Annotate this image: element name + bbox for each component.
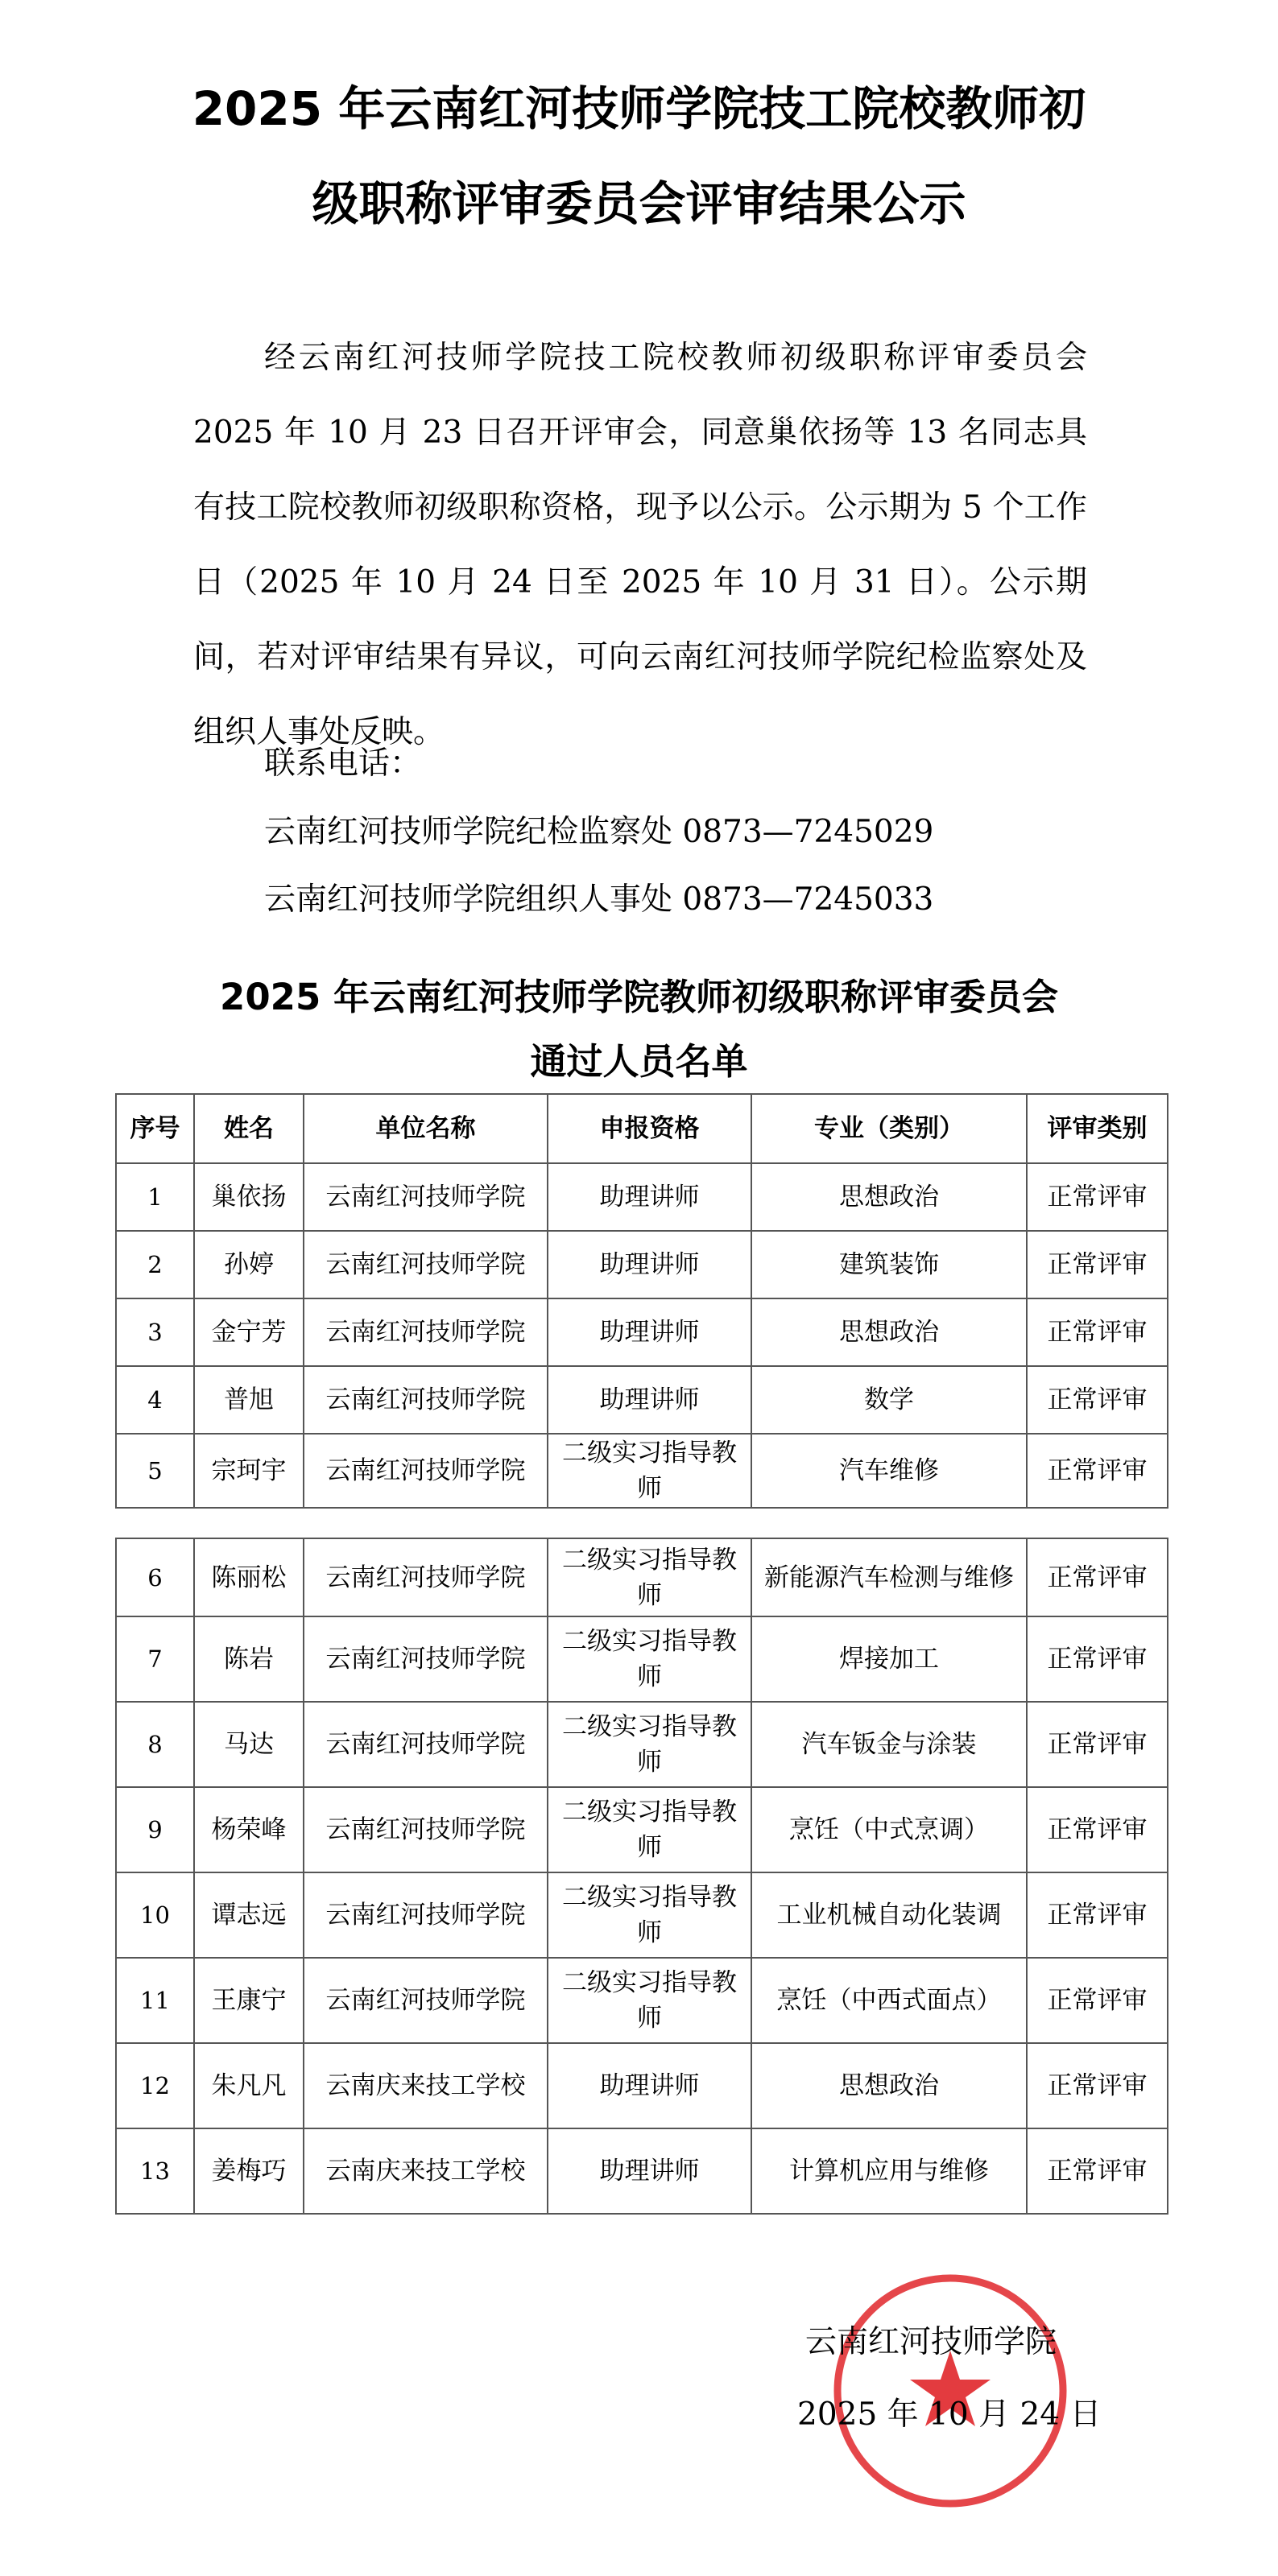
row-unit: 云南红河技师学院 [304, 1434, 548, 1508]
row-major: 数学 [751, 1366, 1027, 1434]
row-qualification: 二级实习指导教师 [548, 1538, 751, 1616]
row-review-type: 正常评审 [1027, 1958, 1168, 2043]
row-review-type: 正常评审 [1027, 1163, 1168, 1231]
row-major: 汽车钣金与涂装 [751, 1702, 1027, 1787]
document-title-line1: 2025 年云南红河技师学院技工院校教师初 [192, 81, 1086, 136]
row-name: 宗珂宇 [194, 1434, 304, 1508]
header-unit: 单位名称 [304, 1094, 548, 1163]
row-unit: 云南红河技师学院 [304, 1872, 548, 1958]
contact-discipline-office: 云南红河技师学院纪检监察处 0873—7245029 [264, 814, 934, 850]
row-seq: 5 [116, 1434, 194, 1508]
row-qualification: 二级实习指导教师 [548, 1958, 751, 2043]
header-qualification: 申报资格 [548, 1094, 751, 1163]
contact-personnel-office: 云南红河技师学院组织人事处 0873—7245033 [264, 881, 934, 918]
contact-label: 联系电话： [264, 745, 422, 782]
row-qualification: 助理讲师 [548, 1366, 751, 1434]
row-name: 姜梅巧 [194, 2128, 304, 2214]
row-review-type: 正常评审 [1027, 1616, 1168, 1702]
row-seq: 12 [116, 2043, 194, 2128]
table-row [116, 1163, 1168, 1231]
signature-organization: 云南红河技师学院 [805, 2324, 1057, 2360]
row-major: 思想政治 [751, 1298, 1027, 1366]
row-major: 烹饪（中西式面点） [751, 1958, 1027, 2043]
row-name: 朱凡凡 [194, 2043, 304, 2128]
row-unit: 云南红河技师学院 [304, 1958, 548, 2043]
row-seq: 3 [116, 1298, 194, 1366]
row-seq: 8 [116, 1702, 194, 1787]
row-qualification: 二级实习指导教师 [548, 1702, 751, 1787]
table-row [116, 1231, 1168, 1298]
row-review-type: 正常评审 [1027, 1787, 1168, 1872]
header-seq: 序号 [116, 1094, 194, 1163]
table-row [116, 1538, 1168, 1616]
row-seq: 4 [116, 1366, 194, 1434]
row-seq: 11 [116, 1958, 194, 2043]
row-unit: 云南红河技师学院 [304, 1702, 548, 1787]
row-unit: 云南红河技师学院 [304, 1231, 548, 1298]
table-row [116, 2128, 1168, 2214]
row-unit: 云南庆来技工学校 [304, 2128, 548, 2214]
row-unit: 云南红河技师学院 [304, 1366, 548, 1434]
results-table-part2 [115, 1538, 1168, 2215]
table-row [116, 1298, 1168, 1366]
row-seq: 10 [116, 1872, 194, 1958]
row-review-type: 正常评审 [1027, 1702, 1168, 1787]
row-review-type: 正常评审 [1027, 1366, 1168, 1434]
row-review-type: 正常评审 [1027, 1434, 1168, 1508]
table-row [116, 1366, 1168, 1434]
row-qualification: 二级实习指导教师 [548, 1872, 751, 1958]
row-seq: 1 [116, 1163, 194, 1231]
row-major: 汽车维修 [751, 1434, 1027, 1508]
row-seq: 7 [116, 1616, 194, 1702]
row-unit: 云南红河技师学院 [304, 1616, 548, 1702]
row-unit: 云南红河技师学院 [304, 1298, 548, 1366]
row-review-type: 正常评审 [1027, 2043, 1168, 2128]
row-qualification: 二级实习指导教师 [548, 1787, 751, 1872]
row-major: 工业机械自动化装调 [751, 1872, 1027, 1958]
row-major: 思想政治 [751, 1163, 1027, 1231]
row-review-type: 正常评审 [1027, 1231, 1168, 1298]
row-major: 新能源汽车检测与维修 [751, 1538, 1027, 1616]
table-row [116, 1787, 1168, 1872]
row-name: 巢依扬 [194, 1163, 304, 1231]
row-review-type: 正常评审 [1027, 1872, 1168, 1958]
row-qualification: 助理讲师 [548, 1231, 751, 1298]
results-table-part1 [115, 1093, 1168, 1509]
row-name: 陈丽松 [194, 1538, 304, 1616]
row-major: 烹饪（中式烹调） [751, 1787, 1027, 1872]
row-qualification: 二级实习指导教师 [548, 1434, 751, 1508]
table-row [116, 1616, 1168, 1702]
header-major: 专业（类别） [751, 1094, 1027, 1163]
row-major: 焊接加工 [751, 1616, 1027, 1702]
row-name: 杨荣峰 [194, 1787, 304, 1872]
row-name: 普旭 [194, 1366, 304, 1434]
table-row [116, 1872, 1168, 1958]
table-row [116, 2043, 1168, 2128]
row-qualification: 助理讲师 [548, 2128, 751, 2214]
signature-date: 2025 年 10 月 24 日 [797, 2396, 1102, 2433]
row-unit: 云南红河技师学院 [304, 1787, 548, 1872]
row-review-type: 正常评审 [1027, 1538, 1168, 1616]
row-seq: 13 [116, 2128, 194, 2214]
row-name: 金宁芳 [194, 1298, 304, 1366]
row-major: 思想政治 [751, 2043, 1027, 2128]
list-title-line1: 2025 年云南红河技师学院教师初级职称评审委员会 [220, 976, 1058, 1018]
list-title-line2: 通过人员名单 [530, 1040, 748, 1083]
document-title-line2: 级职称评审委员会评审结果公示 [312, 176, 966, 231]
row-name: 孙婷 [194, 1231, 304, 1298]
row-seq: 6 [116, 1538, 194, 1616]
row-seq: 2 [116, 1231, 194, 1298]
table-row [116, 1434, 1168, 1508]
row-qualification: 二级实习指导教师 [548, 1616, 751, 1702]
row-major: 计算机应用与维修 [751, 2128, 1027, 2214]
row-name: 谭志远 [194, 1872, 304, 1958]
header-review-type: 评审类别 [1027, 1094, 1168, 1163]
row-name: 马达 [194, 1702, 304, 1787]
row-name: 王康宁 [194, 1958, 304, 2043]
row-name: 陈岩 [194, 1616, 304, 1702]
row-qualification: 助理讲师 [548, 1298, 751, 1366]
row-unit: 云南庆来技工学校 [304, 2043, 548, 2128]
row-unit: 云南红河技师学院 [304, 1538, 548, 1616]
row-seq: 9 [116, 1787, 194, 1872]
table-row [116, 1702, 1168, 1787]
notice-paragraph: 经云南红河技师学院技工院校教师初级职称评审委员会 2025 年 10 月 23 日召开评审会，同意巢依扬等 13 名同志具有技工院校教师初级职称资格，现予以公示。公示期为 5 个工作日（2025 年 10 月 24 日至 2025 年 10 月 31 日）。公示期间，若对评审结果有异议，可向云南红河技师学院纪检监察处及组织人事处反映。 [193, 340, 1087, 750]
row-qualification: 助理讲师 [548, 2043, 751, 2128]
row-review-type: 正常评审 [1027, 2128, 1168, 2214]
row-major: 建筑装饰 [751, 1231, 1027, 1298]
table-header-row [116, 1094, 1168, 1163]
row-unit: 云南红河技师学院 [304, 1163, 548, 1231]
header-name: 姓名 [194, 1094, 304, 1163]
table-row [116, 1958, 1168, 2043]
row-qualification: 助理讲师 [548, 1163, 751, 1231]
row-review-type: 正常评审 [1027, 1298, 1168, 1366]
